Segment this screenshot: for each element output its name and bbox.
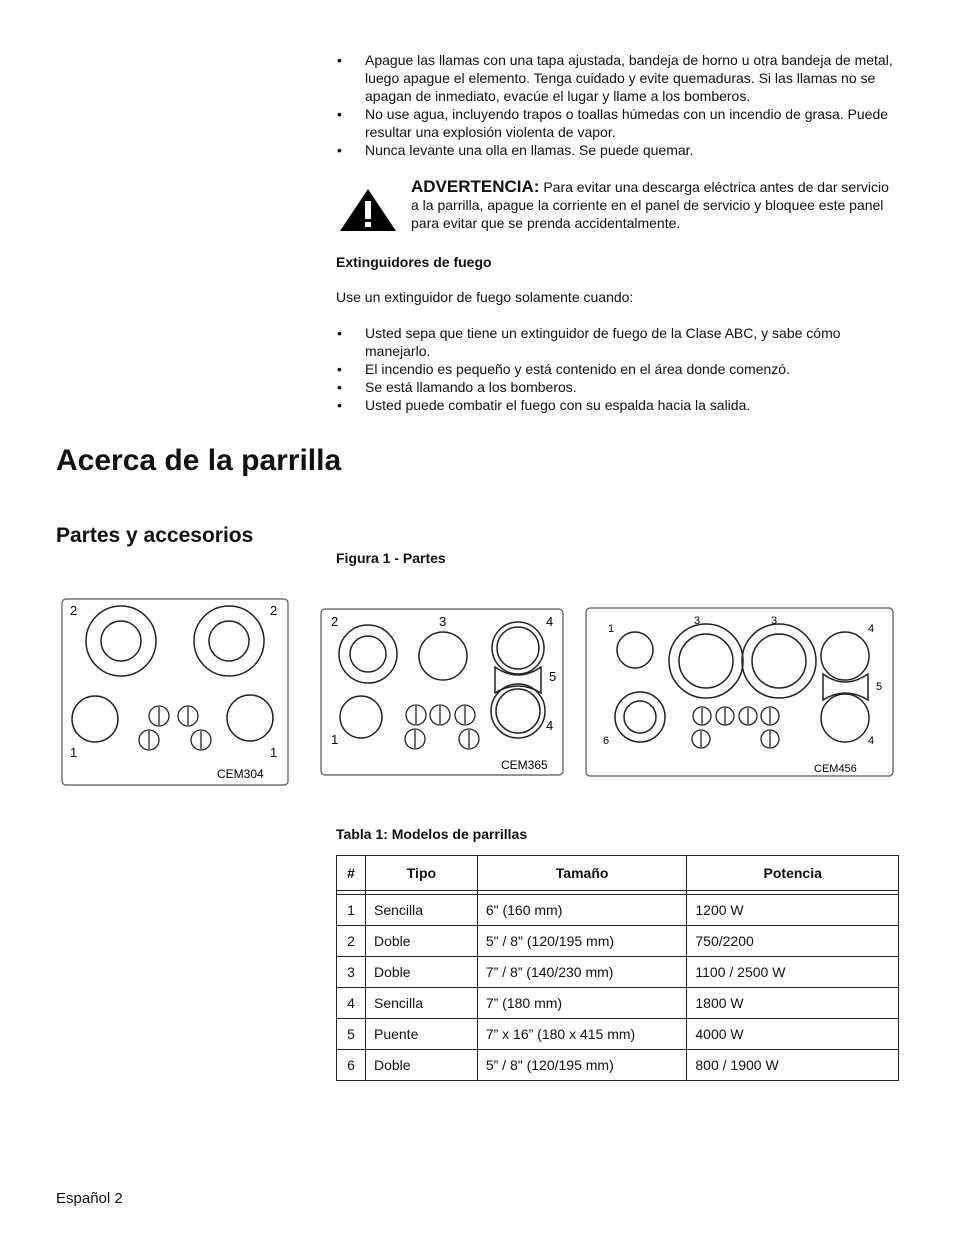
burner-label: 1 bbox=[331, 732, 339, 747]
burner-label: 2 bbox=[270, 603, 278, 618]
burner-label: 3 bbox=[439, 614, 447, 629]
model-label: CEM365 bbox=[501, 758, 548, 772]
table-cell: Doble bbox=[365, 926, 477, 957]
table-caption: Tabla 1: Modelos de parrillas bbox=[336, 826, 528, 842]
burner-label: 1 bbox=[270, 745, 278, 760]
table-cell: 7” (180 mm) bbox=[477, 988, 687, 1019]
table-cell: 1200 W bbox=[687, 895, 899, 926]
warning-text: Para evitar una descarga eléctrica antes de dar servicio a la parrilla, apague la corriente en el panel de servicio y bloquee este panel para evitar que se prenda accidentalmente. bbox=[411, 179, 889, 231]
table-cell: Puente bbox=[365, 1019, 477, 1050]
list-item: • No use agua, incluyendo trapos o toallas húmedas con un incendio de grasa. Puede resultar una explosión violenta de vapor. bbox=[336, 105, 896, 141]
table-cell: 1800 W bbox=[687, 988, 899, 1019]
cooktop-cem304-diagram bbox=[60, 597, 290, 787]
burner-label: 5 bbox=[876, 681, 883, 693]
table-row bbox=[337, 988, 899, 1019]
extinguishers-heading: Extinguidores de fuego bbox=[336, 254, 492, 270]
extinguishers-list bbox=[336, 324, 896, 414]
table-cell: 4 bbox=[337, 988, 366, 1019]
list-item: • Se está llamando a los bomberos. bbox=[336, 378, 896, 396]
column-header: Potencia bbox=[687, 856, 899, 891]
table-cell: Sencilla bbox=[365, 895, 477, 926]
table-cell: Doble bbox=[365, 957, 477, 988]
burner-label: 4 bbox=[546, 718, 554, 733]
burner-label: 1 bbox=[70, 745, 78, 760]
extinguishers-intro: Use un extinguidor de fuego solamente cuando: bbox=[336, 289, 634, 305]
table-cell: 1 bbox=[337, 895, 366, 926]
list-item: • Usted sepa que tiene un extinguidor de fuego de la Clase ABC, y sabe cómo manejarlo. bbox=[336, 324, 896, 360]
column-header: Tamaño bbox=[477, 856, 687, 891]
burner-label: 3 bbox=[694, 615, 701, 627]
table-cell: 4000 W bbox=[687, 1019, 899, 1050]
table-row bbox=[337, 1019, 899, 1050]
table-cell: 2 bbox=[337, 926, 366, 957]
page-footer: Español 2 bbox=[56, 1190, 123, 1207]
burner-label: 6 bbox=[603, 735, 610, 747]
burner-label: 5 bbox=[549, 669, 557, 684]
table-cell: 6 bbox=[337, 1050, 366, 1081]
burner-label: 2 bbox=[331, 614, 339, 629]
table-cell: Doble bbox=[365, 1050, 477, 1081]
table-cell: 5 bbox=[337, 1019, 366, 1050]
table-cell: 800 / 1900 W bbox=[687, 1050, 899, 1081]
model-label: CEM304 bbox=[217, 767, 264, 781]
model-label: CEM456 bbox=[814, 763, 857, 775]
table-row bbox=[337, 1050, 899, 1081]
table-row bbox=[337, 926, 899, 957]
burner-label: 1 bbox=[608, 623, 615, 635]
list-item: • Usted puede combatir el fuego con su espalda hacia la salida. bbox=[336, 396, 896, 414]
burner-label: 4 bbox=[546, 614, 554, 629]
cooktop-cem365-diagram bbox=[319, 607, 565, 777]
table-cell: 6" (160 mm) bbox=[477, 895, 687, 926]
table-cell: 750/2200 bbox=[687, 926, 899, 957]
table-cell: 7” / 8” (140/230 mm) bbox=[477, 957, 687, 988]
subsection-title: Partes y accesorios bbox=[56, 524, 254, 547]
table-cell: 7” x 16” (180 x 415 mm) bbox=[477, 1019, 687, 1050]
list-item: • Nunca levante una olla en llamas. Se puede quemar. bbox=[336, 141, 896, 159]
table-row bbox=[337, 895, 899, 926]
list-item: • Apague las llamas con una tapa ajustada, bandeja de horno u otra bandeja de metal, luego apague el elemento. Tenga cuidado y evite quemaduras. Si las llamas no se apagan de inmediato, evacúe el lugar y llame a los bomberos. bbox=[336, 51, 896, 105]
burner-label: 4 bbox=[868, 735, 875, 747]
warning-label: ADVERTENCIA: bbox=[411, 177, 540, 196]
column-header: Tipo bbox=[365, 856, 477, 891]
models-table bbox=[336, 855, 899, 1081]
column-header: # bbox=[337, 856, 366, 891]
table-row bbox=[337, 957, 899, 988]
figure-caption: Figura 1 - Partes bbox=[336, 550, 446, 566]
burner-label: 2 bbox=[70, 603, 78, 618]
warning-icon bbox=[338, 187, 398, 233]
table-cell: 3 bbox=[337, 957, 366, 988]
fire-safety-list bbox=[336, 51, 896, 159]
table-cell: Sencilla bbox=[365, 988, 477, 1019]
table-cell: 5” / 8" (120/195 mm) bbox=[477, 1050, 687, 1081]
table-cell: 5" / 8" (120/195 mm) bbox=[477, 926, 687, 957]
section-title: Acerca de la parrilla bbox=[56, 444, 342, 477]
cooktop-cem456-diagram bbox=[584, 606, 895, 778]
table-header-row bbox=[337, 856, 899, 891]
burner-label: 4 bbox=[868, 623, 875, 635]
burner-label: 3 bbox=[771, 615, 778, 627]
warning-block bbox=[411, 178, 899, 232]
table-cell: 1100 / 2500 W bbox=[687, 957, 899, 988]
list-item: • El incendio es pequeño y está contenido en el área donde comenzó. bbox=[336, 360, 896, 378]
